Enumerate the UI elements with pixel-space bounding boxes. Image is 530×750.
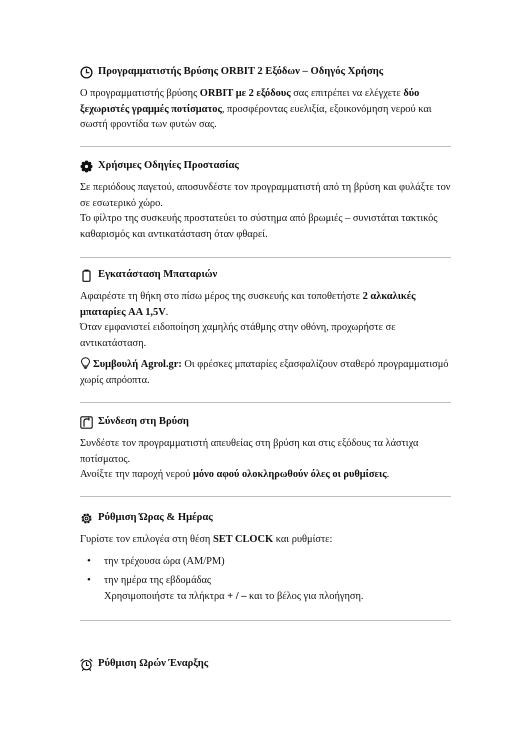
text-run-bold: SET CLOCK — [212, 534, 274, 545]
list-item — [80, 573, 452, 604]
divider — [80, 496, 451, 497]
paragraph: Συνδέστε τον προγραμματιστή απευθείας στη βρύση και στις εξόδους τα λάστιχα ποτίσματος. — [80, 438, 419, 465]
section-body — [80, 86, 452, 133]
section-body — [80, 289, 452, 389]
section-heading — [80, 267, 452, 283]
paragraph — [80, 532, 452, 548]
text-run: την τρέχουσα ώρα (AM/PM) — [104, 555, 225, 567]
section-faucet — [80, 414, 452, 483]
divider — [80, 146, 451, 147]
section-body — [80, 436, 452, 483]
text-run-bold: μόνο αφού ολοκληρωθούν όλες οι ρυθμίσεις — [193, 469, 387, 481]
text-run: . — [386, 469, 390, 481]
text-run-bold: 2 αλκαλικές μπαταρίες AA 1,5V — [80, 291, 416, 318]
text-run: , προσφέροντας ευελιξία, εξοικονόμηση νερού και σωστή φροντίδα των φυτών σας. — [80, 103, 432, 131]
text-run: Αφαιρέστε τη θήκη στο πίσω μέρος της συσκευής και τοποθετήστε — [80, 291, 363, 302]
section-heading — [80, 64, 452, 80]
text-run: Ανοίξτε την παροχή νερού — [80, 469, 193, 481]
paragraph: Όταν εμφανιστεί ειδοποίηση χαμηλής στάθμης στην οθόνη, προχωρήστε σε αντικατάσταση. — [80, 322, 396, 349]
list-item — [80, 554, 452, 570]
gear-flower-icon — [80, 160, 93, 173]
section-title: Εγκατάσταση Μπαταριών — [98, 269, 218, 281]
section-title: Σύνδεση στη Βρύση — [98, 416, 189, 428]
section-title: Χρήσιμες Οδηγίες Προστασίας — [98, 160, 239, 172]
section-batteries — [80, 267, 452, 389]
tip-label: Συμβουλή Agrol.gr: — [93, 359, 182, 371]
section-intro — [80, 64, 452, 133]
tip-paragraph — [80, 357, 452, 388]
text-run: σας επιτρέπει να ελέγχετε — [290, 88, 404, 99]
section-clock — [80, 510, 452, 604]
section-body — [80, 532, 452, 604]
text-run: Γυρίστε τον επιλογέα στη θέση — [80, 534, 213, 545]
paragraph — [80, 467, 452, 483]
divider — [80, 257, 451, 258]
section-title: Ρύθμιση Ωρών Έναρξης — [98, 658, 209, 670]
section-heading — [80, 510, 452, 526]
section-protection — [80, 158, 452, 242]
text-run: Ο προγραμματιστής βρύσης — [80, 88, 200, 99]
section-title: Προγραμματιστής Βρύσης ORBIT 2 Εξόδων – Οδηγός Χρήσης — [98, 66, 384, 78]
battery-icon — [80, 269, 93, 282]
settings-gear-icon — [80, 512, 93, 525]
section-start-times — [80, 656, 452, 672]
text-run: . — [165, 306, 169, 318]
alarm-clock-icon — [80, 658, 93, 671]
paragraph: Το φίλτρο της συσκευής προστατεύει το σύστημα από βρωμιές – συνιστάται τακτικός καθαρισμός και αντικατάσταση όταν φθαρεί. — [80, 213, 438, 240]
text-run: Οι φρέσκες μπαταρίες εξασφαλίζουν σταθερό προγραμματισμό χωρίς απρόοπτα. — [80, 359, 449, 386]
text-run-bold: δύο ξεχωριστές γραμμές ποτίσματος — [80, 88, 420, 115]
text-run-bold: + / – — [227, 590, 247, 602]
text-run-bold: ORBIT με 2 εξόδους — [199, 88, 291, 99]
section-heading — [80, 414, 452, 430]
clock-icon — [80, 66, 93, 79]
section-title: Ρύθμιση Ώρας & Ημέρας — [98, 512, 213, 524]
text-run: και ρυθμίστε: — [273, 534, 333, 545]
divider — [80, 402, 451, 403]
text-run: την ημέρα της εβδομάδας — [104, 575, 212, 587]
section-heading — [80, 656, 452, 672]
divider — [80, 620, 451, 621]
lightbulb-icon — [80, 357, 91, 369]
section-body — [80, 180, 452, 242]
text-run: και το βέλος για πλοήγηση. — [246, 590, 364, 602]
paragraph — [80, 86, 452, 133]
paragraph: Σε περιόδους παγετού, αποσυνδέστε τον προγραμματιστή από τη βρύση και φυλάξτε τον σε εσωτερικό χώρο. — [80, 182, 451, 209]
text-run: Χρησιμοποιήστε τα πλήκτρα — [104, 590, 228, 602]
paragraph — [80, 289, 452, 320]
faucet-icon — [80, 416, 93, 429]
section-heading — [80, 158, 452, 174]
bullet-list — [80, 554, 452, 605]
